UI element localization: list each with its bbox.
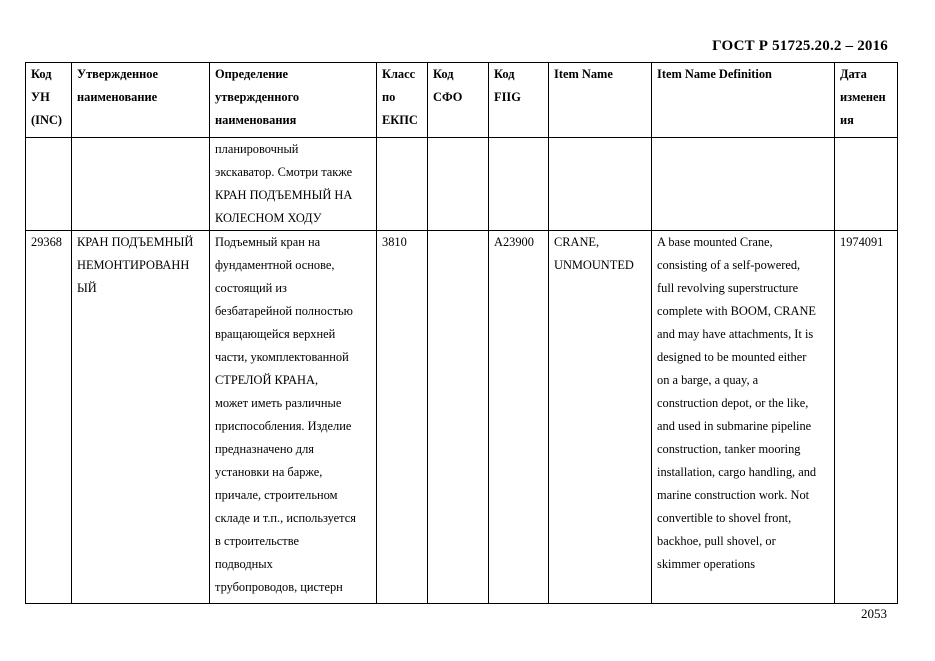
header-definition: Определение утвержденного наименования (210, 63, 377, 138)
standard-designation: ГОСТ Р 51725.20.2 – 2016 (712, 38, 888, 54)
header-row (26, 63, 898, 138)
table-row (26, 231, 898, 604)
cont-item-name-cell (549, 138, 652, 231)
header-approved-name: Утвержденное наименование (72, 63, 210, 138)
cont-sfo-cell (428, 138, 489, 231)
header-date: Дата изменен ия (835, 63, 898, 138)
sfo-cell (428, 231, 489, 604)
inc-cell: 29368 (26, 231, 72, 604)
definition-cell: Подъемный кран на фундаментной основе, состоящий из безбатарейной полностью вращающейся верхней части, укомплектованной СТРЕЛОЙ КРАНА, может иметь различные приспособления. Изделие предназначено для установки на барже, причале, строительном складе и т.п., используется в строительстве подводных трубопроводов, цистерн (210, 231, 377, 604)
catalog-table (25, 62, 898, 604)
item-name-cell: CRANE, UNMOUNTED (549, 231, 652, 604)
approved-name-cell: КРАН ПОДЪЕМНЫЙ НЕМОНТИРОВАНН ЫЙ (72, 231, 210, 604)
page-number: 2053 (861, 606, 887, 621)
cont-name-cell (72, 138, 210, 231)
cont-inc-cell (26, 138, 72, 231)
cont-item-def-cell (652, 138, 835, 231)
cont-date-cell (835, 138, 898, 231)
header-item-definition: Item Name Definition (652, 63, 835, 138)
item-definition-cell: A base mounted Crane, consisting of a self-powered, full revolving superstructure complete with BOOM, CRANE and may have attachments, It is designed to be mounted either on a barge, a quay, a construction depot, or the like, and used in submarine pipeline construction, tanker mooring installation, cargo handling, and marine construction work. Not convertible to shovel front, backhoe, pull shovel, or skimmer operations (652, 231, 835, 604)
header-class: Класс по ЕКПС (377, 63, 428, 138)
fiig-cell: A23900 (489, 231, 549, 604)
header-inc: Код УН (INC) (26, 63, 72, 138)
class-cell: 3810 (377, 231, 428, 604)
header-item-name: Item Name (549, 63, 652, 138)
continuation-row (26, 138, 898, 231)
header-sfo: Код СФО (428, 63, 489, 138)
date-cell: 1974091 (835, 231, 898, 604)
cont-fiig-cell (489, 138, 549, 231)
cont-definition-cell: планировочный экскаватор. Смотри также КРАН ПОДЪЕМНЫЙ НА КОЛЕСНОМ ХОДУ (210, 138, 377, 231)
cont-class-cell (377, 138, 428, 231)
header-fiig: Код FIIG (489, 63, 549, 138)
